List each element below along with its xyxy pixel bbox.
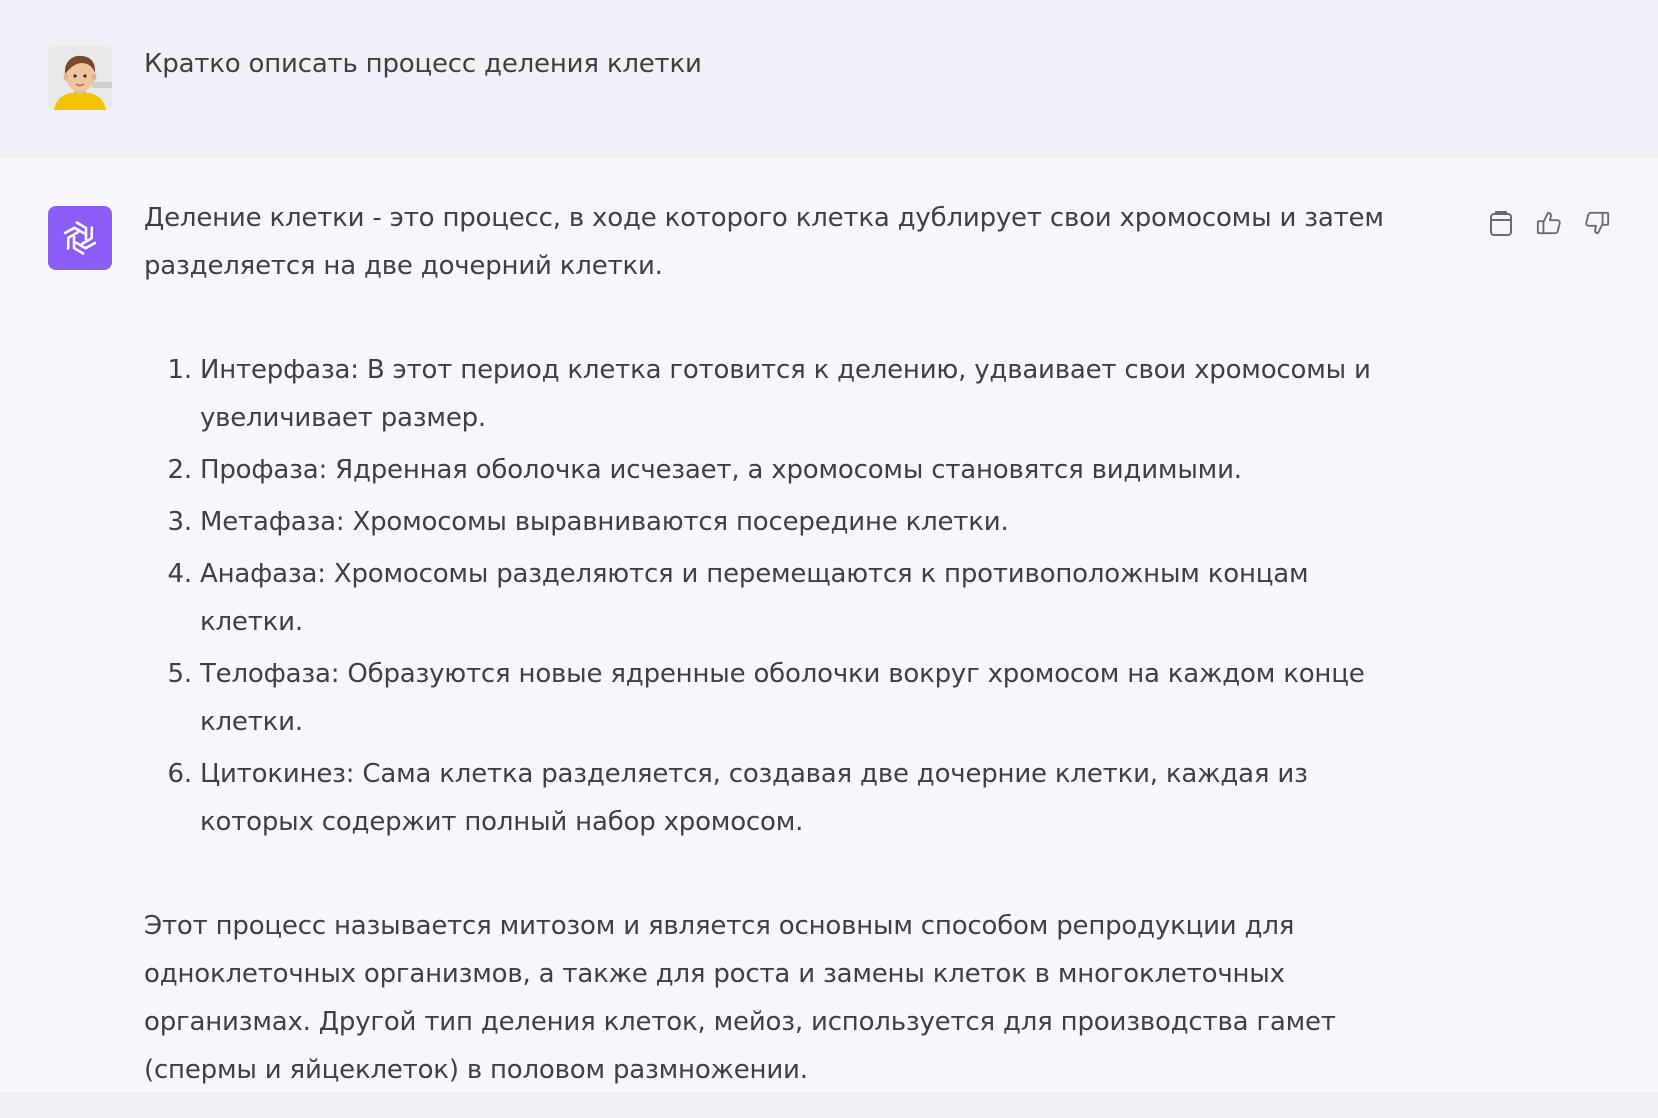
message-actions — [1488, 208, 1610, 238]
list-item: 6. Цитокинез: Сама клетка разделяется, создавая две дочерние клетки, каждая из которых содержит полный набор хромосом. — [200, 750, 1380, 846]
thumbs-down-button[interactable] — [1584, 208, 1610, 238]
list-item: 3. Метафаза: Хромосомы выравниваются посередине клетки. — [200, 498, 1380, 546]
assistant-avatar — [48, 206, 112, 270]
thumbs-up-button[interactable] — [1536, 208, 1562, 238]
user-avatar — [48, 46, 112, 110]
copy-icon — [1488, 209, 1514, 237]
list-item: 5. Телофаза: Образуются новые ядренные оболочки вокруг хромосом на каждом конце клетки. — [200, 650, 1380, 746]
assistant-message-text — [144, 194, 1424, 1094]
user-message-row — [0, 0, 1658, 158]
list-item: 2. Профаза: Ядренная оболочка исчезает, а хромосомы становятся видимыми. — [200, 446, 1380, 494]
copy-button[interactable] — [1488, 208, 1514, 238]
bottom-divider — [0, 1092, 1658, 1118]
thumbs-up-icon — [1536, 209, 1562, 237]
user-message-text: Кратко описать процесс деления клетки — [144, 49, 702, 79]
boy-avatar-icon — [48, 46, 112, 110]
assistant-message-row — [0, 158, 1658, 1092]
list-item: 4. Анафаза: Хромосомы разделяются и перемещаются к противоположным концам клетки. — [200, 550, 1380, 646]
thumbs-down-icon — [1584, 209, 1610, 237]
message-intro: Деление клетки - это процесс, в ходе которого клетка дублирует свои хромосомы и затем разделяется на две дочерний клетки. — [144, 203, 1384, 281]
message-outro: Этот процесс называется митозом и является основным способом репродукции для одноклеточных организмов, а также для роста и замены клеток в многоклеточных организмах. Другой тип деления клеток, мейоз, используется для производства гамет (спермы и яйцеклеток) в половом размножении. — [144, 911, 1336, 1085]
list-item: 1. Интерфаза: В этот период клетка готовится к делению, удваивает свои хромосомы и увеличивает размер. — [200, 346, 1380, 442]
openai-logo-icon — [58, 216, 102, 260]
steps-list — [144, 346, 1380, 846]
